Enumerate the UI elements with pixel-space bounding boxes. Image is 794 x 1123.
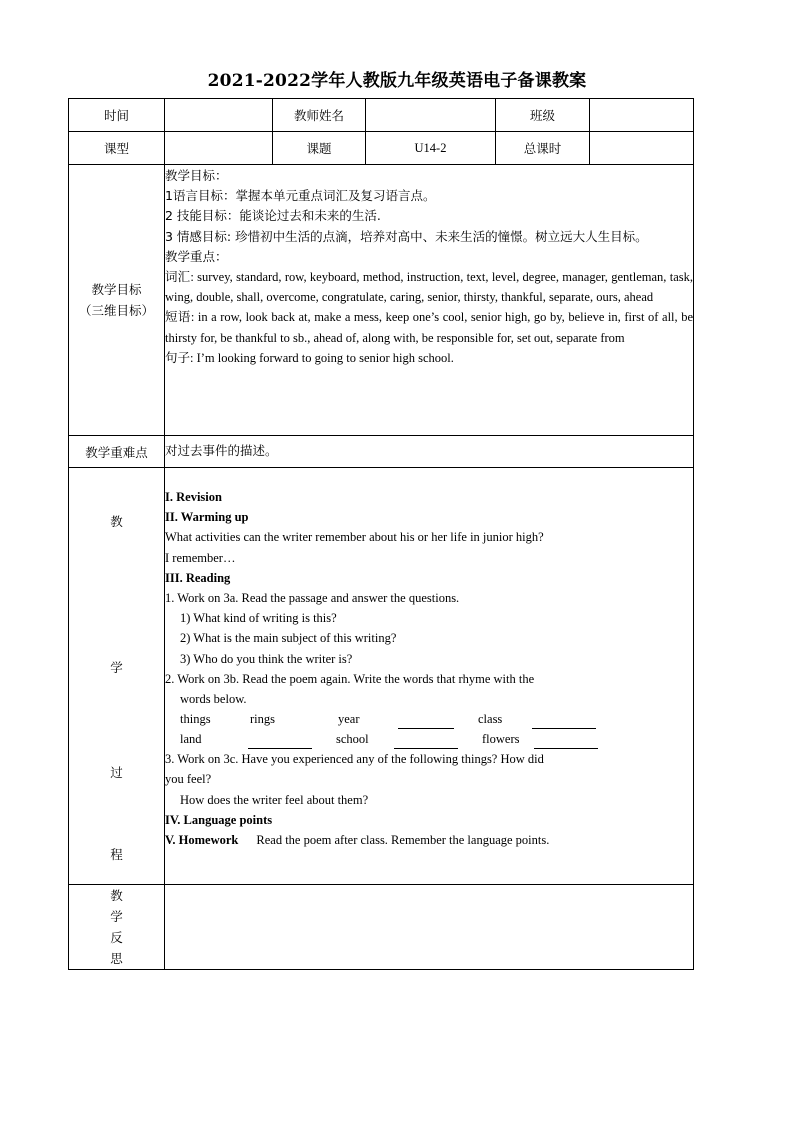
topic-value[interactable]: U14-2 bbox=[366, 132, 496, 165]
reflection-char-4: 思 bbox=[110, 951, 123, 966]
difficulty-row bbox=[69, 436, 694, 468]
time-label: 时间 bbox=[69, 99, 165, 132]
header-row-1 bbox=[69, 99, 694, 132]
reading-task-3-cont: you feel? bbox=[165, 772, 212, 787]
reflection-char-2: 学 bbox=[110, 909, 123, 924]
process-char-4: 程 bbox=[110, 847, 123, 862]
reading-heading: III. Reading bbox=[165, 570, 231, 585]
lesson-plan-table bbox=[68, 98, 694, 970]
warming-up-question: What activities can the writer remember about his or her life in junior high? bbox=[165, 530, 544, 545]
rhyme-word-land: land bbox=[180, 732, 202, 747]
vocabulary-list: 词汇: survey, standard, row, keyboard, method, instruction, text, level, degree, manager, gentleman, task, wing, double, shall, overcome, congratulate, caring, senior, thirsty, thankful, separate, ours, ahead bbox=[165, 270, 693, 305]
rhyme-blank-year[interactable] bbox=[398, 714, 454, 729]
reflection-label bbox=[69, 885, 165, 970]
teacher-name-label: 教师姓名 bbox=[273, 99, 366, 132]
goal-language: 1语言目标：掌握本单元重点词汇及复习语言点。 bbox=[165, 188, 436, 204]
rhyme-word-class: class bbox=[478, 712, 503, 727]
objectives-row bbox=[69, 165, 694, 436]
revision-heading: I. Revision bbox=[165, 490, 222, 504]
objectives-label-line2: （三维目标） bbox=[78, 303, 154, 318]
objectives-label-line1: 教学目标 bbox=[91, 282, 142, 297]
key-sentence: 句子: I’m looking forward to going to senior high school. bbox=[165, 350, 454, 365]
reading-task-3: 3. Work on 3c. Have you experienced any of the following things? How did bbox=[165, 752, 544, 767]
reading-task-1: 1. Work on 3a. Read the passage and answer the questions. bbox=[165, 591, 460, 606]
rhyme-blank-class[interactable] bbox=[532, 714, 596, 729]
rhyme-word-flowers: flowers bbox=[482, 732, 520, 747]
objectives-content bbox=[165, 165, 694, 436]
reading-task-3-question: How does the writer feel about them? bbox=[180, 792, 369, 807]
language-points-heading: IV. Language points bbox=[165, 812, 273, 827]
key-points-heading: 教学重点： bbox=[165, 248, 228, 264]
process-label bbox=[69, 468, 165, 885]
warming-up-answer: I remember… bbox=[165, 550, 236, 565]
homework-line bbox=[165, 830, 693, 850]
phrase-list: 短语: in a row, look back at, make a mess, keep one’s cool, senior high, go by, believe in, first of all, be thirsty for, be thankful to sb., ahead of, along with, be responsible for, set out, separate from bbox=[165, 310, 693, 345]
reflection-char-1: 教 bbox=[110, 888, 123, 903]
rhyme-word-rings: rings bbox=[250, 712, 275, 727]
header-row-2 bbox=[69, 132, 694, 165]
reflection-row bbox=[69, 885, 694, 970]
goal-skills: 2 技能目标：能谈论过去和未来的生活. bbox=[165, 208, 381, 224]
objectives-label bbox=[69, 165, 165, 436]
process-content bbox=[165, 468, 694, 885]
difficulty-text: 对过去事件的描述。 bbox=[165, 436, 694, 468]
reading-question-3: 3) Who do you think the writer is? bbox=[180, 651, 353, 666]
goal-emotion: 3 情感目标: 珍惜初中生活的点滴，培养对高中、未来生活的憧憬。树立远大人生目标。 bbox=[165, 228, 648, 244]
reading-task-2: 2. Work on 3b. Read the poem again. Write the words that rhyme with the bbox=[165, 671, 535, 686]
reading-question-1: 1) What kind of writing is this? bbox=[180, 611, 337, 626]
process-char-2: 学 bbox=[110, 660, 123, 675]
rhyme-word-things: things bbox=[180, 712, 211, 727]
total-periods-value[interactable] bbox=[590, 132, 694, 165]
rhyme-word-year: year bbox=[338, 712, 360, 727]
teacher-name-value[interactable] bbox=[366, 99, 496, 132]
reading-question-2: 2) What is the main subject of this writing? bbox=[180, 631, 397, 646]
warming-up-heading: II. Warming up bbox=[165, 510, 249, 525]
process-char-1: 教 bbox=[110, 514, 123, 529]
process-row bbox=[69, 468, 694, 885]
rhyme-blank-land[interactable] bbox=[248, 734, 312, 749]
reading-task-2-cont: words below. bbox=[180, 692, 247, 707]
lesson-type-label: 课型 bbox=[69, 132, 165, 165]
rhyme-blank-school[interactable] bbox=[394, 734, 458, 749]
page-title: 2021-2022学年人教版九年级英语电子备课教案 bbox=[207, 71, 587, 91]
total-periods-label: 总课时 bbox=[496, 132, 590, 165]
rhyme-word-school: school bbox=[336, 732, 369, 747]
rhyme-blank-flowers[interactable] bbox=[534, 734, 598, 749]
difficulty-label: 教学重难点 bbox=[69, 436, 165, 468]
homework-heading: V. Homework bbox=[165, 833, 239, 848]
lesson-type-value[interactable] bbox=[165, 132, 273, 165]
objectives-heading: 教学目标： bbox=[165, 168, 228, 183]
reflection-content[interactable] bbox=[165, 885, 694, 970]
process-char-3: 过 bbox=[110, 765, 123, 780]
reflection-char-3: 反 bbox=[110, 930, 123, 945]
class-value[interactable] bbox=[590, 99, 694, 132]
topic-label: 课题 bbox=[273, 132, 366, 165]
rhyme-row-2 bbox=[165, 729, 693, 749]
class-label: 班级 bbox=[496, 99, 590, 132]
time-value[interactable] bbox=[165, 99, 273, 132]
homework-text: Read the poem after class. Remember the language points. bbox=[256, 833, 550, 848]
rhyme-row-1 bbox=[165, 709, 693, 729]
